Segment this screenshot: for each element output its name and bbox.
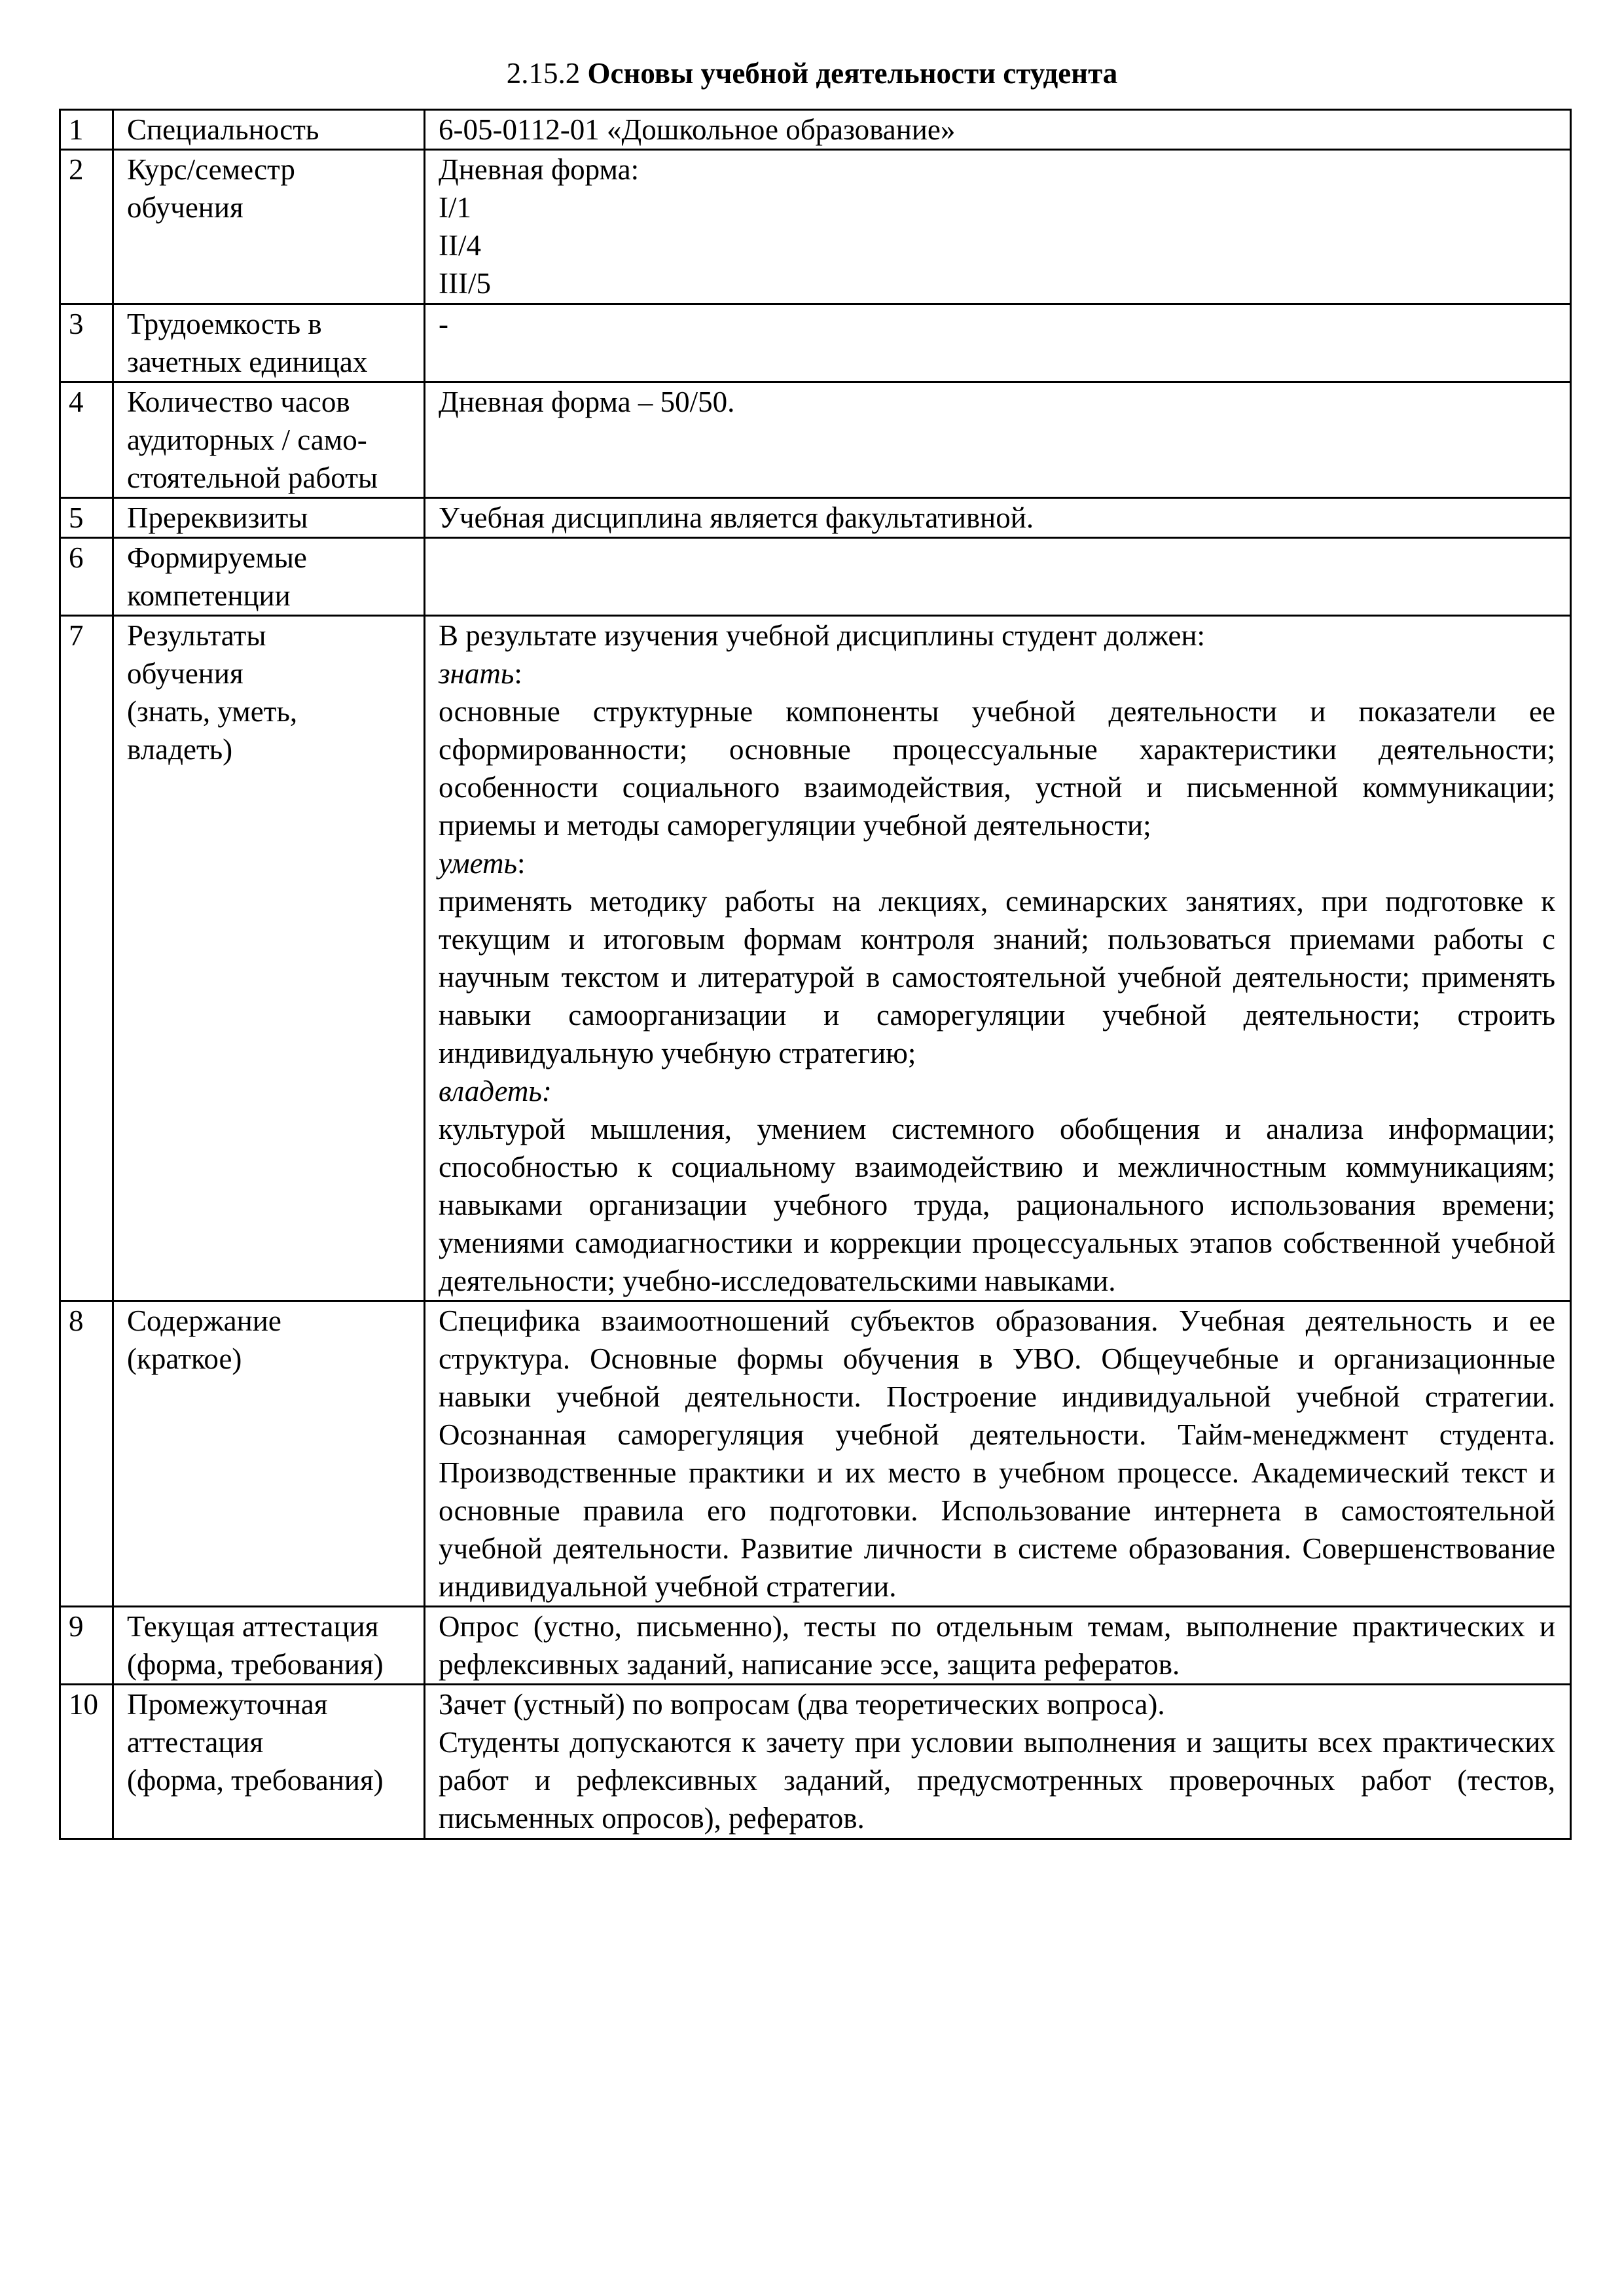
own-text: культурой мышления, умением системного обобщения и анализа информации; способностью к социальному взаимодействию и межличностным коммуникациям; навыками организации учебного труда, рационального использования времени; умениями самодиагностики и коррекции процессуальных этапов собственной учебной деятельности; учебно-исследовательскими навыками. xyxy=(439,1113,1555,1297)
row-number: 7 xyxy=(60,616,113,1301)
label-line: зачетных единицах xyxy=(127,346,368,378)
row-number: 10 xyxy=(60,1685,113,1839)
know-colon: : xyxy=(514,657,522,690)
label-line: Пререквизиты xyxy=(127,501,308,534)
table-row xyxy=(60,110,1571,150)
discipline-info-table xyxy=(59,109,1572,1840)
final-assessment-form: Зачет (устный) по вопросам (два теоретических вопроса). xyxy=(439,1688,1165,1721)
label-line: Промежуточная xyxy=(127,1688,328,1721)
table-row xyxy=(60,1607,1571,1685)
row-value xyxy=(425,1685,1571,1839)
label-line: Формируемые xyxy=(127,541,307,574)
value-line: Дневная форма – 50/50. xyxy=(439,386,735,418)
table-row xyxy=(60,304,1571,382)
value-line: Учебная дисциплина является факультативной. xyxy=(439,501,1034,534)
final-assessment-requirements: Студенты допускаются к зачету при условии выполнения и защиты всех практических работ и рефлексивных заданий, предусмотренных проверочных работ (тестов, письменных опросов), рефератов. xyxy=(439,1726,1555,1835)
can-text: применять методику работы на лекциях, семинарских занятиях, при подготовке к текущим и итоговым формам контроля знаний; пользоваться приемами работы с научным текстом и литературой в самостоятельной учебной деятельности; применять навыки самоорганизации и саморегуляции учебной деятельности; строить индивидуальную учебную стратегию; xyxy=(439,885,1555,1069)
value-line: 6-05-0112-01 «Дошкольное образование» xyxy=(439,113,956,146)
label-line: обучения xyxy=(127,657,244,690)
row-label xyxy=(113,150,425,304)
know-heading: знать xyxy=(439,657,514,690)
row-label xyxy=(113,382,425,498)
row-value xyxy=(425,304,1571,382)
table-row xyxy=(60,382,1571,498)
can-heading-line xyxy=(439,844,1555,882)
label-line: Текущая аттестация xyxy=(127,1610,379,1643)
label-line: обучения xyxy=(127,191,244,224)
label-line: аттестация xyxy=(127,1726,264,1759)
label-line: Содержание xyxy=(127,1304,281,1337)
row-number: 8 xyxy=(60,1301,113,1607)
table-row xyxy=(60,498,1571,538)
row-number: 4 xyxy=(60,382,113,498)
can-heading: уметь xyxy=(439,847,517,880)
page-title xyxy=(0,54,1624,93)
row-label xyxy=(113,1685,425,1839)
label-line: Результаты xyxy=(127,619,266,652)
table-row xyxy=(60,1685,1571,1839)
row-number: 3 xyxy=(60,304,113,382)
table-row xyxy=(60,616,1571,1301)
label-line: (краткое) xyxy=(127,1342,242,1375)
label-line: стоятельной работы xyxy=(127,461,378,494)
label-line: Трудоемкость в xyxy=(127,308,322,340)
table-row xyxy=(60,538,1571,616)
know-heading-line xyxy=(439,655,1555,692)
row-label xyxy=(113,538,425,616)
row-number: 9 xyxy=(60,1607,113,1685)
label-line: аудиторных / само- xyxy=(127,423,367,456)
label-line: Специальность xyxy=(127,113,319,146)
value-line: Дневная форма: xyxy=(439,153,640,186)
value-line: I/1 xyxy=(439,191,471,224)
value-line: III/5 xyxy=(439,267,491,300)
row-number: 2 xyxy=(60,150,113,304)
row-value xyxy=(425,110,1571,150)
row-number: 1 xyxy=(60,110,113,150)
label-line: компетенции xyxy=(127,579,291,612)
value-line: - xyxy=(439,308,448,340)
table-row xyxy=(60,150,1571,304)
label-line: владеть) xyxy=(127,733,233,766)
row-value xyxy=(425,498,1571,538)
can-colon: : xyxy=(516,847,526,880)
discipline-name: Основы учебной деятельности студента xyxy=(587,57,1118,90)
results-intro: В результате изучения учебной дисциплины студент должен: xyxy=(439,619,1206,652)
row-label xyxy=(113,304,425,382)
row-label xyxy=(113,1301,425,1607)
row-value xyxy=(425,1301,1571,1607)
row-value xyxy=(425,382,1571,498)
row-number: 5 xyxy=(60,498,113,538)
current-assessment: Опрос (устно, письменно), тесты по отдельным темам, выполнение практических и рефлексивных заданий, написание эссе, защита рефератов. xyxy=(439,1610,1555,1681)
value-line: II/4 xyxy=(439,229,481,262)
own-heading: владеть: xyxy=(439,1075,552,1107)
section-number: 2.15.2 xyxy=(506,57,581,90)
row-value xyxy=(425,538,1571,616)
row-label xyxy=(113,1607,425,1685)
row-value xyxy=(425,1607,1571,1685)
know-text: основные структурные компоненты учебной деятельности и показатели ее сформированности; основные процессуальные характеристики деятельности; особенности социального взаимодействия, устной и письменной коммуникации; приемы и методы саморегуляции учебной деятельности; xyxy=(439,695,1555,842)
label-line: (форма, требования) xyxy=(127,1648,384,1681)
row-value xyxy=(425,616,1571,1301)
row-label xyxy=(113,498,425,538)
row-value xyxy=(425,150,1571,304)
label-line: (форма, требования) xyxy=(127,1764,384,1797)
content-summary: Специфика взаимоотношений субъектов образования. Учебная деятельность и ее структура. Основные формы обучения в УВО. Общеучебные и организационные навыки учебной деятельности. Построение индивидуальной учебной стратегии. Осознанная саморегуляция учебной деятельности. Тайм-менеджмент студента. Производственные практики и их место в учебном процессе. Академический текст и основные правила его подготовки. Использование интернета в самостоятельной учебной деятельности. Развитие личности в системе образования. Совершенствование индивидуальной учебной стратегии. xyxy=(439,1304,1555,1603)
row-label xyxy=(113,616,425,1301)
label-line: Количество часов xyxy=(127,386,350,418)
label-line: Курс/семестр xyxy=(127,153,295,186)
table-row xyxy=(60,1301,1571,1607)
row-number: 6 xyxy=(60,538,113,616)
label-line: (знать, уметь, xyxy=(127,695,298,728)
row-label xyxy=(113,110,425,150)
